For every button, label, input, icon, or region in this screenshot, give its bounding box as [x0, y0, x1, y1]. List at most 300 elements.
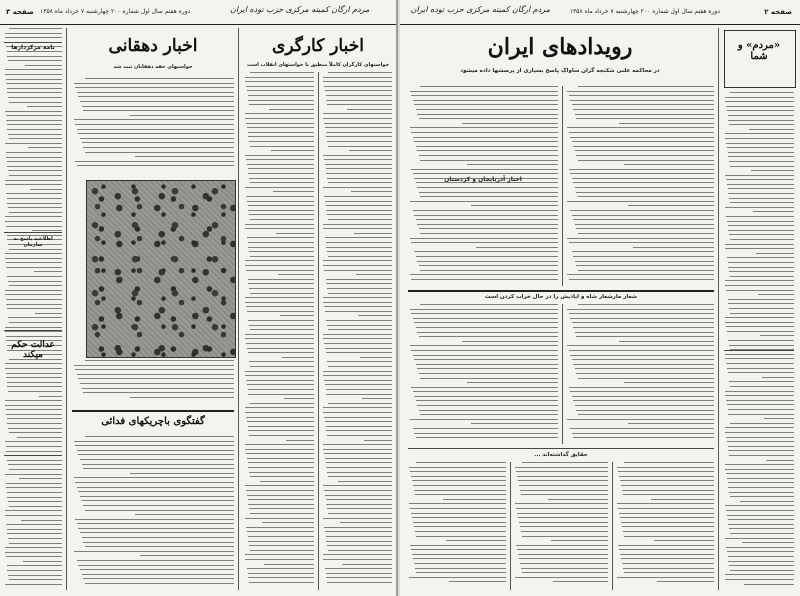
text-line: [286, 440, 314, 441]
text-line: [443, 499, 506, 500]
text-line: [246, 159, 314, 160]
text-line: [730, 533, 794, 534]
text-line: [522, 462, 608, 463]
text-line: [7, 529, 62, 530]
text-line: [411, 387, 558, 388]
text-line: [519, 558, 608, 559]
text-line: [326, 352, 393, 353]
text-line: [413, 100, 559, 101]
text-line: [7, 386, 62, 387]
text-line: [324, 343, 392, 344]
divider: [4, 455, 62, 456]
text-line: [413, 137, 559, 138]
text-line: [325, 127, 392, 128]
text-line: [5, 327, 62, 328]
text-line: [575, 114, 714, 115]
text-line: [764, 418, 794, 419]
text-line: [409, 503, 506, 504]
text-line: [569, 350, 714, 351]
text-line: [82, 537, 234, 538]
text-line: [624, 382, 714, 383]
text-line: [5, 290, 62, 291]
text-line: [7, 492, 62, 493]
text-line: [740, 501, 794, 502]
text-line: [576, 192, 714, 193]
text-line: [726, 143, 794, 144]
text-line: [328, 403, 392, 404]
text-line: [80, 532, 234, 533]
text-line: [725, 358, 794, 359]
text-line: [520, 563, 608, 564]
text-line: [7, 497, 62, 498]
text-line: [578, 270, 714, 271]
workers-news-headline: اخبار کارگری: [272, 36, 364, 56]
text-line: [325, 237, 392, 238]
workers-news-subhead: خواستهای کارگران کاملاً منطبق با خواستهای انقلاب است: [246, 62, 390, 68]
text-line: [6, 115, 62, 116]
text-line: [326, 136, 392, 137]
text-line: [356, 274, 392, 275]
text-line: [413, 522, 506, 523]
text-line: [420, 270, 558, 271]
text-line: [569, 387, 714, 388]
text-line: [278, 274, 314, 275]
text-line: [728, 156, 794, 157]
truths-col-c: [616, 462, 714, 590]
text-line: [5, 294, 62, 295]
text-line: [7, 423, 62, 424]
text-line: [247, 531, 314, 532]
column-rule: [718, 28, 719, 590]
text-line: [6, 157, 62, 158]
text-line: [416, 364, 559, 365]
text-line: [8, 281, 62, 282]
text-line: [250, 256, 314, 257]
text-line: [416, 146, 559, 147]
text-line: [245, 407, 314, 408]
text-line: [420, 160, 558, 161]
text-line: [628, 205, 714, 206]
divider: [408, 448, 714, 449]
text-line: [471, 205, 558, 206]
text-line: [417, 368, 558, 369]
left-issue-line: دوره هفتم سال اول شماره ۲۰۰ چهارشنبه ۷ خرداد ماه ۱۳۵۸: [40, 8, 191, 15]
left-narrow-column: [4, 28, 62, 590]
right-page-header: [400, 4, 800, 25]
text-line: [7, 129, 62, 130]
right-page: [400, 0, 800, 596]
text-line: [360, 357, 392, 358]
text-line: [729, 198, 794, 199]
text-line: [414, 490, 506, 491]
text-line: [245, 375, 314, 376]
text-line: [249, 545, 314, 546]
text-line: [262, 522, 314, 523]
text-line: [411, 350, 558, 351]
text-line: [323, 444, 392, 445]
text-line: [567, 309, 714, 310]
text-line: [476, 247, 559, 248]
text-line: [7, 161, 62, 162]
text-line: [246, 453, 314, 454]
text-line: [260, 481, 314, 482]
left-page-header: [0, 4, 396, 25]
text-line: [323, 375, 392, 376]
text-line: [6, 373, 62, 374]
text-line: [7, 124, 62, 125]
text-line: [467, 382, 559, 383]
text-line: [5, 584, 62, 585]
text-line: [575, 332, 714, 333]
text-line: [417, 114, 558, 115]
kurdistan-heading: اخبار آذربایجان و کردستان: [444, 176, 522, 183]
text-line: [83, 468, 234, 469]
text-line: [410, 545, 506, 546]
text-line: [576, 228, 714, 229]
text-line: [633, 247, 714, 248]
text-line: [553, 581, 608, 582]
text-line: [250, 366, 314, 367]
text-line: [9, 469, 62, 470]
text-line: [518, 480, 608, 481]
text-line: [9, 322, 62, 323]
text-line: [324, 417, 392, 418]
text-line: [6, 483, 62, 484]
text-line: [570, 100, 714, 101]
text-line: [725, 280, 794, 281]
text-line: [617, 467, 714, 468]
text-line: [725, 538, 794, 539]
text-line: [326, 389, 393, 390]
text-line: [247, 201, 314, 202]
text-line: [338, 481, 392, 482]
text-line: [130, 397, 234, 398]
text-line: [250, 513, 314, 514]
iran-events-headline: رویدادهای ایران: [487, 34, 633, 60]
text-line: [35, 313, 62, 314]
text-line: [762, 377, 794, 378]
text-line: [728, 120, 794, 121]
text-line: [725, 133, 794, 134]
text-line: [78, 491, 234, 492]
text-line: [725, 464, 794, 465]
text-line: [417, 261, 558, 262]
text-line: [414, 359, 558, 360]
text-line: [264, 564, 314, 565]
text-line: [247, 348, 314, 349]
text-line: [471, 423, 558, 424]
text-line: [567, 201, 714, 202]
text-line: [34, 271, 62, 272]
text-line: [80, 138, 234, 139]
text-line: [342, 564, 392, 565]
text-line: [728, 450, 794, 451]
text-line: [618, 471, 714, 472]
text-line: [727, 110, 794, 111]
text-line: [409, 467, 506, 468]
text-line: [5, 258, 62, 259]
text-line: [567, 419, 714, 420]
text-line: [325, 311, 392, 312]
text-line: [326, 577, 392, 578]
text-line: [619, 549, 714, 550]
text-line: [575, 405, 714, 406]
text-line: [248, 536, 315, 537]
text-line: [413, 485, 506, 486]
left-masthead: مردم ارگان کمیته مرکزی حزب توده ایران: [230, 5, 370, 14]
text-line: [570, 318, 714, 319]
text-line: [8, 428, 62, 429]
text-line: [727, 331, 794, 332]
text-line: [249, 288, 314, 289]
text-line: [328, 72, 392, 73]
text-line: [135, 514, 234, 515]
text-line: [7, 92, 62, 93]
text-line: [245, 77, 314, 78]
text-line: [248, 210, 314, 211]
text-line: [80, 101, 234, 102]
text-line: [727, 515, 794, 516]
text-line: [569, 279, 714, 280]
text-line: [323, 297, 392, 298]
left-col-subheading: اطلاعیه پاسخ به سازمان: [13, 236, 53, 248]
text-line: [247, 311, 314, 312]
text-line: [328, 550, 392, 551]
text-line: [130, 473, 234, 474]
text-line: [74, 477, 234, 478]
text-line: [578, 304, 714, 305]
text-line: [467, 164, 559, 165]
text-line: [75, 445, 234, 446]
text-line: [728, 524, 794, 525]
text-line: [245, 302, 314, 303]
text-line: [248, 247, 314, 248]
text-line: [248, 100, 314, 101]
text-line: [82, 574, 234, 575]
text-line: [570, 355, 714, 356]
text-line: [728, 409, 795, 410]
text-line: [515, 577, 608, 578]
text-line: [9, 138, 62, 139]
text-line: [327, 435, 392, 436]
text-line: [6, 267, 62, 268]
text-line: [725, 175, 794, 176]
text-line: [728, 372, 795, 373]
text-line: [573, 109, 714, 110]
text-line: [728, 299, 795, 300]
text-line: [419, 118, 559, 119]
text-line: [83, 110, 234, 111]
text-line: [245, 444, 314, 445]
text-line: [248, 95, 315, 96]
text-line: [7, 460, 62, 461]
text-line: [570, 428, 714, 429]
text-line: [726, 290, 794, 291]
text-line: [413, 318, 559, 319]
text-line: [7, 276, 62, 277]
text-line: [326, 541, 392, 542]
text-line: [327, 472, 392, 473]
text-line: [410, 309, 559, 310]
text-line: [326, 573, 393, 574]
text-line: [9, 285, 62, 286]
text-line: [323, 485, 392, 486]
text-line: [82, 464, 234, 465]
text-line: [413, 173, 559, 174]
text-line: [324, 196, 392, 197]
text-line: [572, 104, 714, 105]
text-line: [413, 558, 506, 559]
text-line: [730, 423, 794, 424]
text-line: [326, 247, 392, 248]
text-line: [725, 505, 794, 506]
text-line: [78, 378, 234, 379]
text-line: [323, 228, 392, 229]
text-line: [245, 113, 314, 114]
text-line: [246, 306, 314, 307]
text-line: [7, 565, 62, 566]
text-line: [622, 526, 714, 527]
text-line: [250, 182, 314, 183]
text-line: [246, 527, 314, 528]
fedayeen-headline: گفتگوی باچریکهای فدائی: [101, 416, 205, 427]
text-line: [410, 419, 559, 420]
text-line: [654, 540, 714, 541]
text-line: [75, 161, 234, 162]
text-line: [324, 270, 392, 271]
divider: [408, 290, 714, 292]
text-line: [624, 572, 714, 573]
text-line: [328, 329, 392, 330]
text-line: [416, 572, 506, 573]
text-line: [520, 526, 608, 527]
text-line: [246, 380, 314, 381]
text-line: [280, 315, 314, 316]
text-line: [245, 371, 314, 372]
text-line: [567, 345, 714, 346]
text-line: [420, 378, 558, 379]
text-line: [5, 405, 62, 406]
text-line: [727, 551, 794, 552]
text-line: [410, 201, 559, 202]
text-line: [727, 441, 794, 442]
text-line: [326, 132, 393, 133]
text-line: [726, 547, 794, 548]
text-line: [245, 559, 314, 560]
text-line: [572, 359, 714, 360]
text-line: [414, 396, 558, 397]
text-line: [419, 373, 559, 374]
text-line: [324, 86, 392, 87]
text-line: [726, 106, 794, 107]
text-line: [412, 517, 506, 518]
text-line: [727, 184, 794, 185]
text-line: [325, 201, 392, 202]
text-line: [323, 412, 392, 413]
text-line: [245, 554, 314, 555]
text-line: [8, 317, 62, 318]
text-line: [247, 90, 314, 91]
text-line: [5, 111, 62, 112]
text-line: [517, 513, 608, 514]
text-line: [5, 474, 62, 475]
text-line: [726, 179, 794, 180]
text-line: [245, 338, 314, 339]
text-line: [32, 230, 62, 231]
column-rule: [562, 86, 563, 286]
text-line: [729, 345, 794, 346]
text-line: [323, 371, 392, 372]
text-line: [617, 577, 714, 578]
justice-headline: عدالت حکم میکند: [11, 340, 55, 360]
text-line: [323, 113, 392, 114]
text-lines: [566, 86, 714, 284]
text-lines: [408, 86, 558, 284]
text-line: [248, 242, 315, 243]
text-line: [5, 547, 62, 548]
text-line: [80, 459, 234, 460]
text-line: [5, 253, 62, 254]
text-line: [358, 315, 392, 316]
text-line: [249, 251, 314, 252]
text-line: [410, 471, 506, 472]
text-line: [420, 304, 558, 305]
text-line: [572, 322, 714, 323]
text-line: [27, 106, 62, 107]
text-line: [410, 508, 506, 509]
divider: [4, 42, 62, 43]
text-line: [85, 360, 234, 361]
text-line: [516, 471, 608, 472]
text-line: [573, 400, 714, 401]
column-rule: [510, 462, 511, 590]
text-line: [140, 555, 234, 556]
text-line: [327, 288, 392, 289]
text-line: [249, 325, 314, 326]
text-line: [323, 518, 392, 519]
text-line: [323, 77, 392, 78]
text-line: [85, 78, 234, 79]
text-line: [576, 373, 714, 374]
text-line: [83, 505, 234, 506]
text-line: [729, 234, 794, 235]
text-line: [78, 528, 234, 529]
text-line: [419, 265, 559, 266]
text-line: [446, 540, 506, 541]
text-line: [77, 374, 234, 375]
text-line: [85, 583, 234, 584]
text-line: [727, 257, 794, 258]
text-line: [326, 320, 392, 321]
text-line: [248, 132, 315, 133]
text-line: [327, 141, 392, 142]
text-line: [578, 196, 714, 197]
text-line: [729, 492, 794, 493]
text-line: [8, 501, 62, 502]
photo-caption-body: [72, 360, 234, 404]
text-line: [522, 572, 608, 573]
text-line: [6, 120, 62, 121]
text-line: [657, 581, 714, 582]
news-photo: [86, 180, 236, 358]
text-line: [328, 293, 392, 294]
text-line: [726, 363, 794, 364]
text-line: [578, 86, 714, 87]
text-line: [410, 127, 559, 128]
text-line: [572, 178, 714, 179]
text-line: [729, 308, 794, 309]
text-line: [621, 485, 714, 486]
